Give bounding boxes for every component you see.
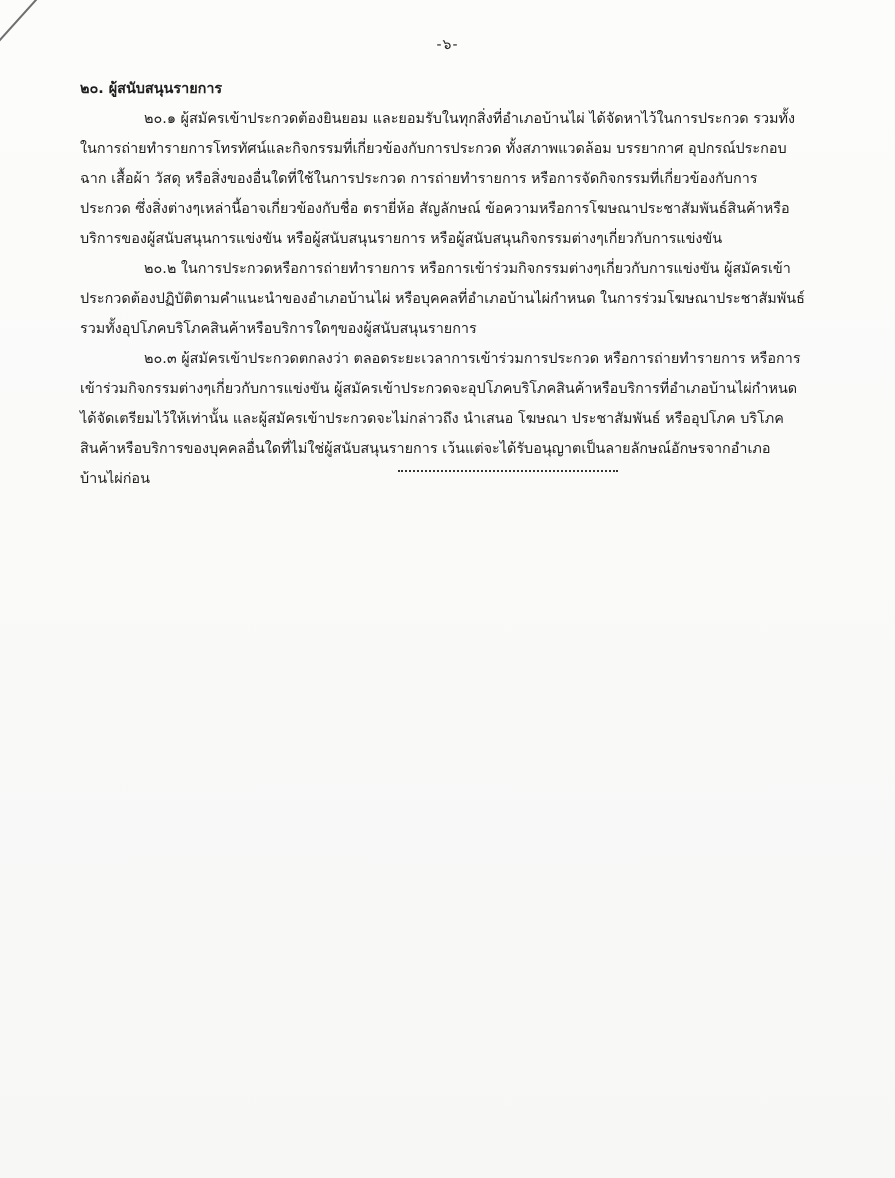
- paragraph-20-3-line-5: บ้านไผ่ก่อน: [80, 471, 150, 487]
- paragraph-20-1-line-1: ๒๐.๑ ผู้สมัครเข้าประกวดต้องยินยอม และยอมรับในทุกสิ่งที่อำเภอบ้านไผ่ ได้จัดหาไว้ในการประกวด รวมทั้ง: [144, 111, 796, 127]
- end-divider: [398, 470, 618, 472]
- paragraph-20-2-line-1: ๒๐.๒ ในการประกวดหรือการถ่ายทำรายการ หรือการเข้าร่วมกิจกรรมต่างๆเกี่ยวกับการแข่งขัน ผู้สมัครเข้า: [144, 261, 791, 277]
- page-number: -๖-: [436, 37, 459, 53]
- paragraph-20-1-line-5: บริการของผู้สนับสนุนการแข่งขัน หรือผู้สนับสนุนรายการ หรือผู้สนับสนุนกิจกรรมต่างๆเกี่ยวกับการแข่งขัน: [80, 231, 723, 247]
- paragraph-20-3-line-1: ๒๐.๓ ผู้สมัครเข้าประกวดตกลงว่า ตลอดระยะเวลาการเข้าร่วมการประกวด หรือการถ่ายทำรายการ หรือการ: [144, 351, 801, 367]
- paragraph-20-1-line-3: ฉาก เสื้อผ้า วัสดุ หรือสิ่งของอื่นใดที่ใช้ในการประกวด การถ่ายทำรายการ หรือการจัดกิจกรรมที่เกี่ยวข้องกับการ: [80, 171, 758, 187]
- paragraph-20-2-line-2: ประกวดต้องปฏิบัติตามคำแนะนำของอำเภอบ้านไผ่ หรือบุคคลที่อำเภอบ้านไผ่กำหนด ในการร่วมโฆษณาประชาสัมพันธ์: [80, 291, 805, 307]
- paragraph-20-1-line-2: ในการถ่ายทำรายการโทรทัศน์และกิจกรรมที่เกี่ยวข้องกับการประกวด ทั้งสภาพแวดล้อม บรรยากาศ อุปกรณ์ประกอบ: [80, 141, 787, 157]
- paragraph-20-3-line-4: สินค้าหรือบริการของบุคคลอื่นใดที่ไม่ใช่ผู้สนับสนุนรายการ เว้นแต่จะได้รับอนุญาตเป็นลายลักษณ์อักษรจากอำเภอ: [80, 441, 771, 457]
- section-content: [80, 74, 840, 494]
- paragraph-20-3-line-3: ได้จัดเตรียมไว้ให้เท่านั้น และผู้สมัครเข้าประกวดจะไม่กล่าวถึง นำเสนอ โฆษณา ประชาสัมพันธ์ หรืออุปโภค บริโภค: [80, 411, 784, 427]
- paragraph-20-3-line-2: เข้าร่วมกิจกรรมต่างๆเกี่ยวกับการแข่งขัน ผู้สมัครเข้าประกวดจะอุปโภคบริโภคสินค้าหรือบริการที่อำเภอบ้านไผ่กำหนด: [80, 381, 798, 397]
- paragraph-20-2-line-3: รวมทั้งอุปโภคบริโภคสินค้าหรือบริการใดๆของผู้สนับสนุนรายการ: [80, 321, 477, 337]
- section-heading: ๒๐. ผู้สนับสนุนรายการ: [80, 81, 223, 97]
- paragraph-20-1-line-4: ประกวด ซึ่งสิ่งต่างๆเหล่านี้อาจเกี่ยวข้องกับชื่อ ตรายี่ห้อ สัญลักษณ์ ข้อความหรือการโฆษณาประชาสัมพันธ์สินค้าหรือ: [80, 201, 790, 217]
